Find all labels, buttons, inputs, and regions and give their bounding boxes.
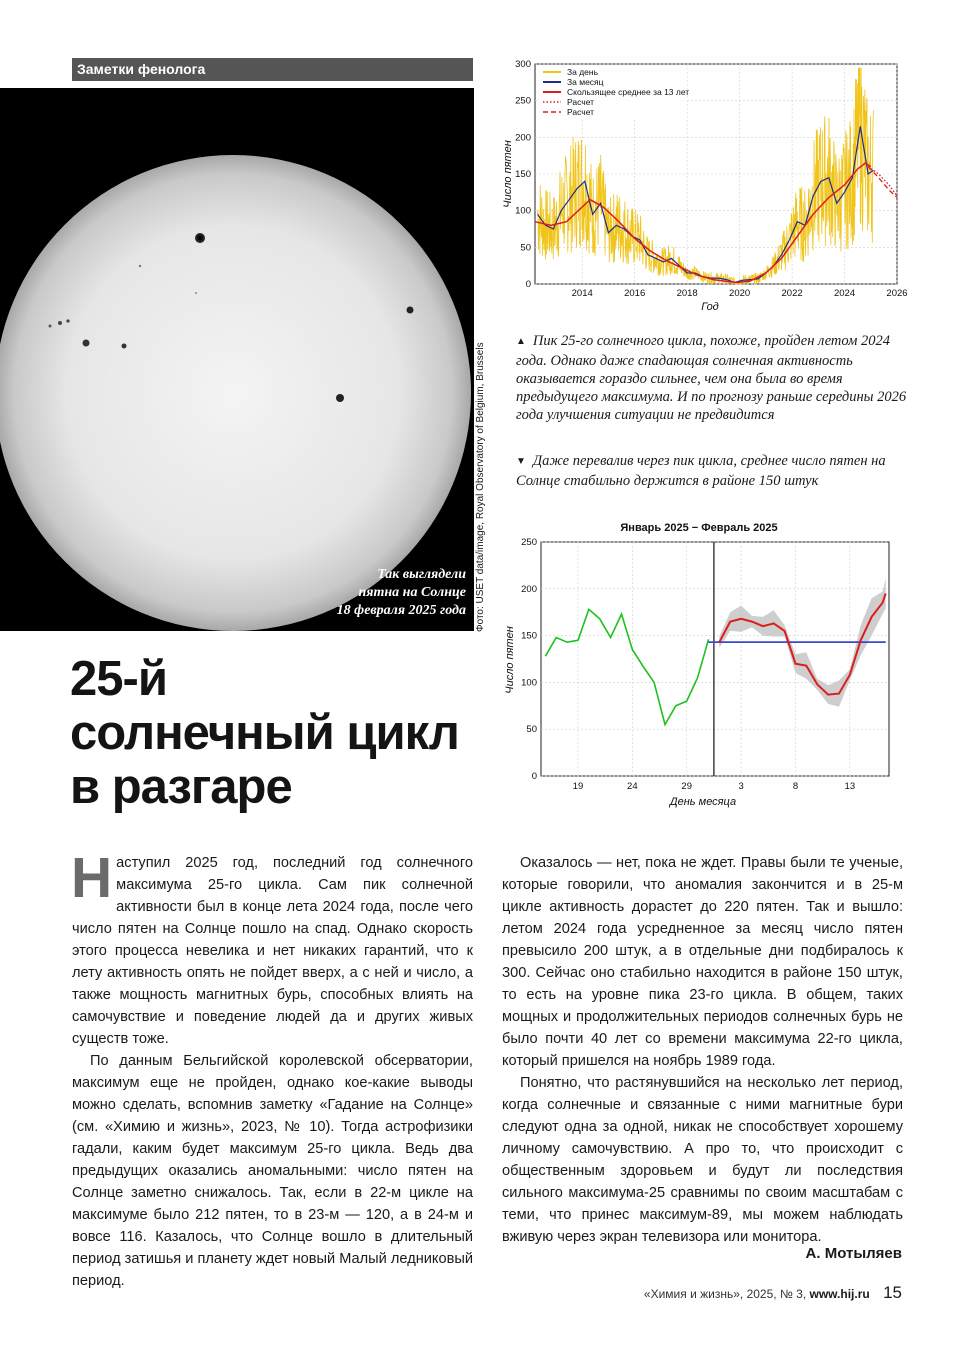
headline-line: 25-й [70,652,167,706]
paragraph: Оказалось — нет, пока не ждет. Правы были те ученые, которые говорили, что аномалия закончится и в 25-м цикле активность дорастет до 220 пятен. Так и вышло: летом 2024 года усредненное за месяц число пятен превысило 200 штук, а в отдельные дни подбиралось к 300. Сейчас оно стабильно находится в районе 150 штук, то есть на уровне пика 23-го цикла. В общем, таких мощных и продолжительных периодов солнечных бурь не было почти 40 лет со времени максимума 22-го цикла, который пришелся на ноябрь 1989 года. [502,855,903,1069]
page-number: 15 [883,1283,902,1302]
photo-caption [246,566,466,620]
chart1-ytick-label: 300 [515,59,531,70]
chart1-xtick-label: 2024 [833,288,856,299]
headline-line: в разгаре [70,760,292,814]
drop-cap: Н [71,846,113,910]
chart2-ytick-label: 150 [521,630,537,642]
triangle-down-icon: ▼ [516,456,526,467]
sun-photo [0,88,474,631]
chart1-caption-text: Пик 25-го солнечного цикла, похоже, пройден летом 2024 года. Однако даже спадающая солнечная активность оказывается гораздо сильнее, чем она была во время предыдущего максимума. И по прогнозу раньше середины 2026 года улучшения ситуации не предвидится [516,333,907,423]
footer-journal: «Химия и жизнь», 2025, № 3, [643,1287,807,1301]
legend-daily: За день [567,67,599,77]
photo-caption-line: Так выглядели [377,567,466,582]
author-signature: А. Мотыляев [805,1245,902,1262]
legend-smoothed: Скользящее среднее за 13 лет [567,87,690,97]
sun-disc-image [0,88,474,631]
sunspot-cycle-chart [497,56,909,318]
chart1-xtick-label: 2016 [624,288,646,299]
photo-caption-line: пятна на Солнце [358,585,466,600]
chart1-ytick-label: 0 [525,279,531,290]
legend-monthly: За месяц [567,77,604,87]
chart2-xtick-label: 24 [627,781,638,792]
chart2-xtick-label: 19 [572,781,584,792]
chart1-xtick-label: 2026 [886,288,908,299]
chart2-ytick-label: 50 [526,724,537,736]
chart1-ylabel: Число пятен [502,140,514,208]
chart1-xtick-label: 2018 [676,288,698,299]
photo-credit: Фото: USET data/image, Royal Observatory of Belgium, Brussels [475,342,486,632]
chart1-xtick-label: 2014 [571,288,593,299]
paragraph: По данным Бельгийской королевской обсерватории, максимум еще не пройден, однако кое-какие выводы можно сделать, вспомнив заметку «Гадание на Солнце» (см. «Химию и жизнь», 2023, № 10). Тогда астрофизики гадали, каким будет максимум 25-го цикла. Ведь два предыдущих оказались аномальными: число пятен на Солнце заметно снижалось. Так, если в 22-м цикле на максимуме было 212 пятен, то в 23-м — 120, а в 24-м и вовсе 116. Казалось, что Солнце вошло в длительный период затишья и планету ждет новый Малый ледниковый период. [72,1053,473,1289]
chart1-ytick-label: 150 [515,169,531,180]
chart2-caption-text: Даже перевалив через пик цикла, среднее число пятен на Солнце стабильно держится в районе 150 штук [516,453,886,489]
chart1-legend [537,66,689,120]
chart2-ytick-label: 0 [531,771,537,782]
chart2-xtick-label: 13 [844,781,856,792]
section-tag: Заметки фенолога [72,58,473,81]
legend-forecast-1: Расчет [567,97,595,107]
chart1-xlabel: Год [701,301,719,313]
article-column-right [502,852,903,1248]
chart2-xtick-label: 8 [792,781,799,792]
paragraph: Понятно, что растянувшийся на несколько лет период, когда солнечные и связанные с ними магнитные бури следуют одна за одной, никак не способствует хорошему личному самочувствию. А про то, что происходит с общественным здоровьем и будут ли последствия сильного максимума-25 сравнимы по своим масштабам с теми, что принес максимум-89, мы можем наблюдать вживую через экран телевизора или монитора. [502,1075,903,1245]
headline-line: солнечный цикл [70,706,459,760]
chart1-ytick-label: 100 [515,205,531,217]
chart2-ytick-label: 250 [521,537,537,548]
chart1-ytick-label: 50 [520,242,531,254]
footer-site-link[interactable]: www.hij.ru [809,1287,870,1301]
chart2-caption [516,452,916,490]
chart2-title: Январь 2025 − Февраль 2025 [620,522,778,534]
chart1-ytick-label: 250 [515,95,531,107]
chart2-ytick-label: 100 [521,677,537,689]
chart1-caption [516,332,916,424]
chart2-xtick-label: 3 [738,781,744,792]
triangle-up-icon: ▲ [516,336,526,347]
paragraph-text: аступил 2025 год, последний год солнечного максимума 25-го цикла. Сам пик солнечной активности был в конце лета 2024 года, после чего число пятен на Солнце пошло на спад. Однако скорость этого процесса невелика и нет никаких гарантий, что к лету активность опять не пойдет вверх, а с ней и число, а также мощность магнитных бурь, способных влиять на самочувствие и поведение людей да и других живых существ тоже. [72,855,473,1047]
sunspot-jan-feb-chart [497,514,897,814]
article-column-left [71,846,473,1292]
chart2-ytick-label: 200 [521,583,537,595]
chart2-plot-area [541,542,889,776]
chart1-ytick-label: 200 [515,132,531,144]
chart1-xtick-label: 2022 [781,288,803,299]
article-headline [70,652,490,814]
chart2-xtick-label: 29 [681,781,693,792]
photo-caption-line: 18 февраля 2025 года [336,603,466,618]
chart2-xlabel: День месяца [669,796,737,808]
chart1-xtick-label: 2020 [729,288,751,299]
legend-forecast-2: Расчет [567,107,595,117]
paragraph [71,846,473,1050]
page-footer [644,1283,902,1303]
chart2-ylabel: Число пятен [504,626,516,694]
